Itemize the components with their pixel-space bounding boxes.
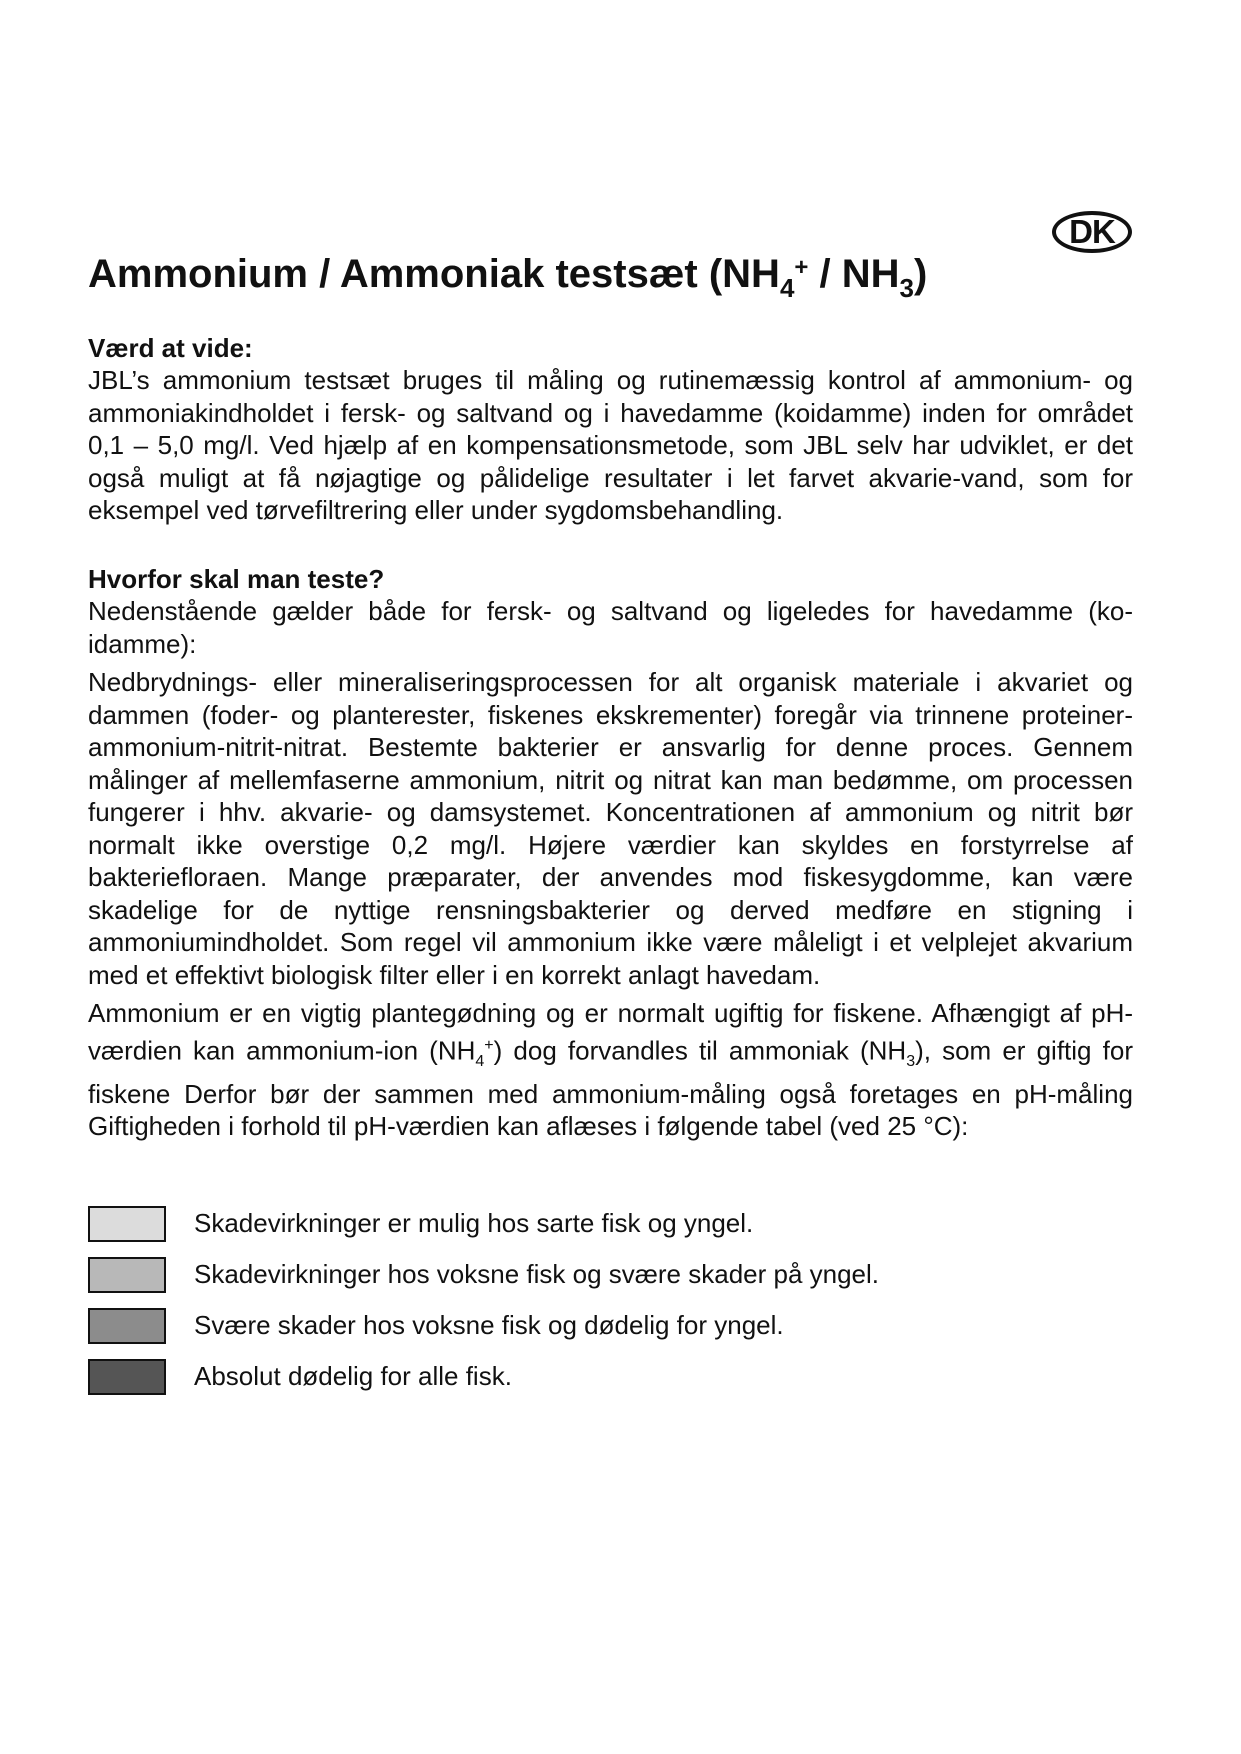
legend-swatch	[88, 1206, 166, 1242]
page-title: Ammonium / Ammoniak testsæt $(NH_4^+ / NH_3)$	[88, 252, 928, 303]
legend-swatch	[88, 1359, 166, 1395]
section-paragraph: Nedenstående gælder både for fersk- og saltvand og ligeledes for havedamme (ko-idamme):	[88, 596, 1133, 659]
legend-item	[88, 1249, 879, 1300]
legend-label: Skadevirkninger hos voksne fisk og svære skader på yngel.	[194, 1259, 880, 1289]
section-paragraph: Nedbrydnings- eller mineraliseringsprocessen for alt organisk materiale i akvariet og dammen (foder- og planterester, fiskenes ekskrementer) foregår via trinnene proteiner-ammonium-nitrit-nitrat. Bestemte bakterier er ansvarlig for denne proces. Gennem målinger af mellemfaserne ammonium, nitrit og nitrat kan man bedømme, om processen fungerer i hhv. akvarie- og damsystemet. Koncentrationen af ammonium og nitrit bør normalt ikke overstige 0,2 mg/l. Højere værdier kan skyldes en forstyrrelse af bakteriefloraen. Mange præparater, der anvendes mod fiskesygdomme, kan være skadelige for de nyttige rensningsbakterier og derved medføre en stigning i ammoniumindholdet. Som regel vil ammonium ikke være måleligt i et velplejet akvarium med et effektivt biologisk filter eller i en korrekt anlagt havedam.	[88, 667, 1133, 990]
legend-swatch	[88, 1257, 166, 1293]
legend-item	[88, 1198, 879, 1249]
legend-item	[88, 1351, 879, 1402]
legend-swatch	[88, 1308, 166, 1344]
section-good-to-know	[88, 332, 1133, 527]
country-badge: DK	[1052, 211, 1132, 253]
section-heading: Hvorfor skal man teste?	[88, 564, 385, 594]
section-heading: Værd at vide:	[88, 333, 253, 363]
legend-label: Absolut dødelig for alle fisk.	[194, 1361, 512, 1391]
toxicity-legend	[88, 1198, 879, 1402]
legend-label: Svære skader hos voksne fisk og dødelig for yngel.	[194, 1310, 784, 1340]
section-why-test	[88, 563, 1133, 1143]
section-paragraph: JBL’s ammonium testsæt bruges til måling og rutinemæssig kontrol af ammonium- og ammoniakindholdet i fersk- og saltvand og i havedamme (koidamme) inden for området 0,1 – 5,0 mg/l. Ved hjælp af en kompensationsmetode, som JBL selv har udviklet, er det også muligt at få nøjagtige og pålidelige resultater i let farvet akvarie-vand, som for eksempel ved tørvefiltrering eller under sygdomsbehandling.	[88, 365, 1133, 525]
section-paragraph: Ammonium er en vigtig plantegødning og er normalt ugiftig for fiskene. Afhængigt af pH-værdien kan ammonium-ion $(NH_4^+)$ dog forvandles til ammoniak $(NH_3)$, som er giftig for fiskene Derfor bør der sammen med ammonium-måling også foretages en pH-måling Giftigheden i forhold til pH-værdien kan aflæses i følgende tabel (ved 25 °C):	[88, 998, 1133, 1142]
legend-item	[88, 1300, 879, 1351]
legend-label: Skadevirkninger er mulig hos sarte fisk og yngel.	[194, 1208, 754, 1238]
